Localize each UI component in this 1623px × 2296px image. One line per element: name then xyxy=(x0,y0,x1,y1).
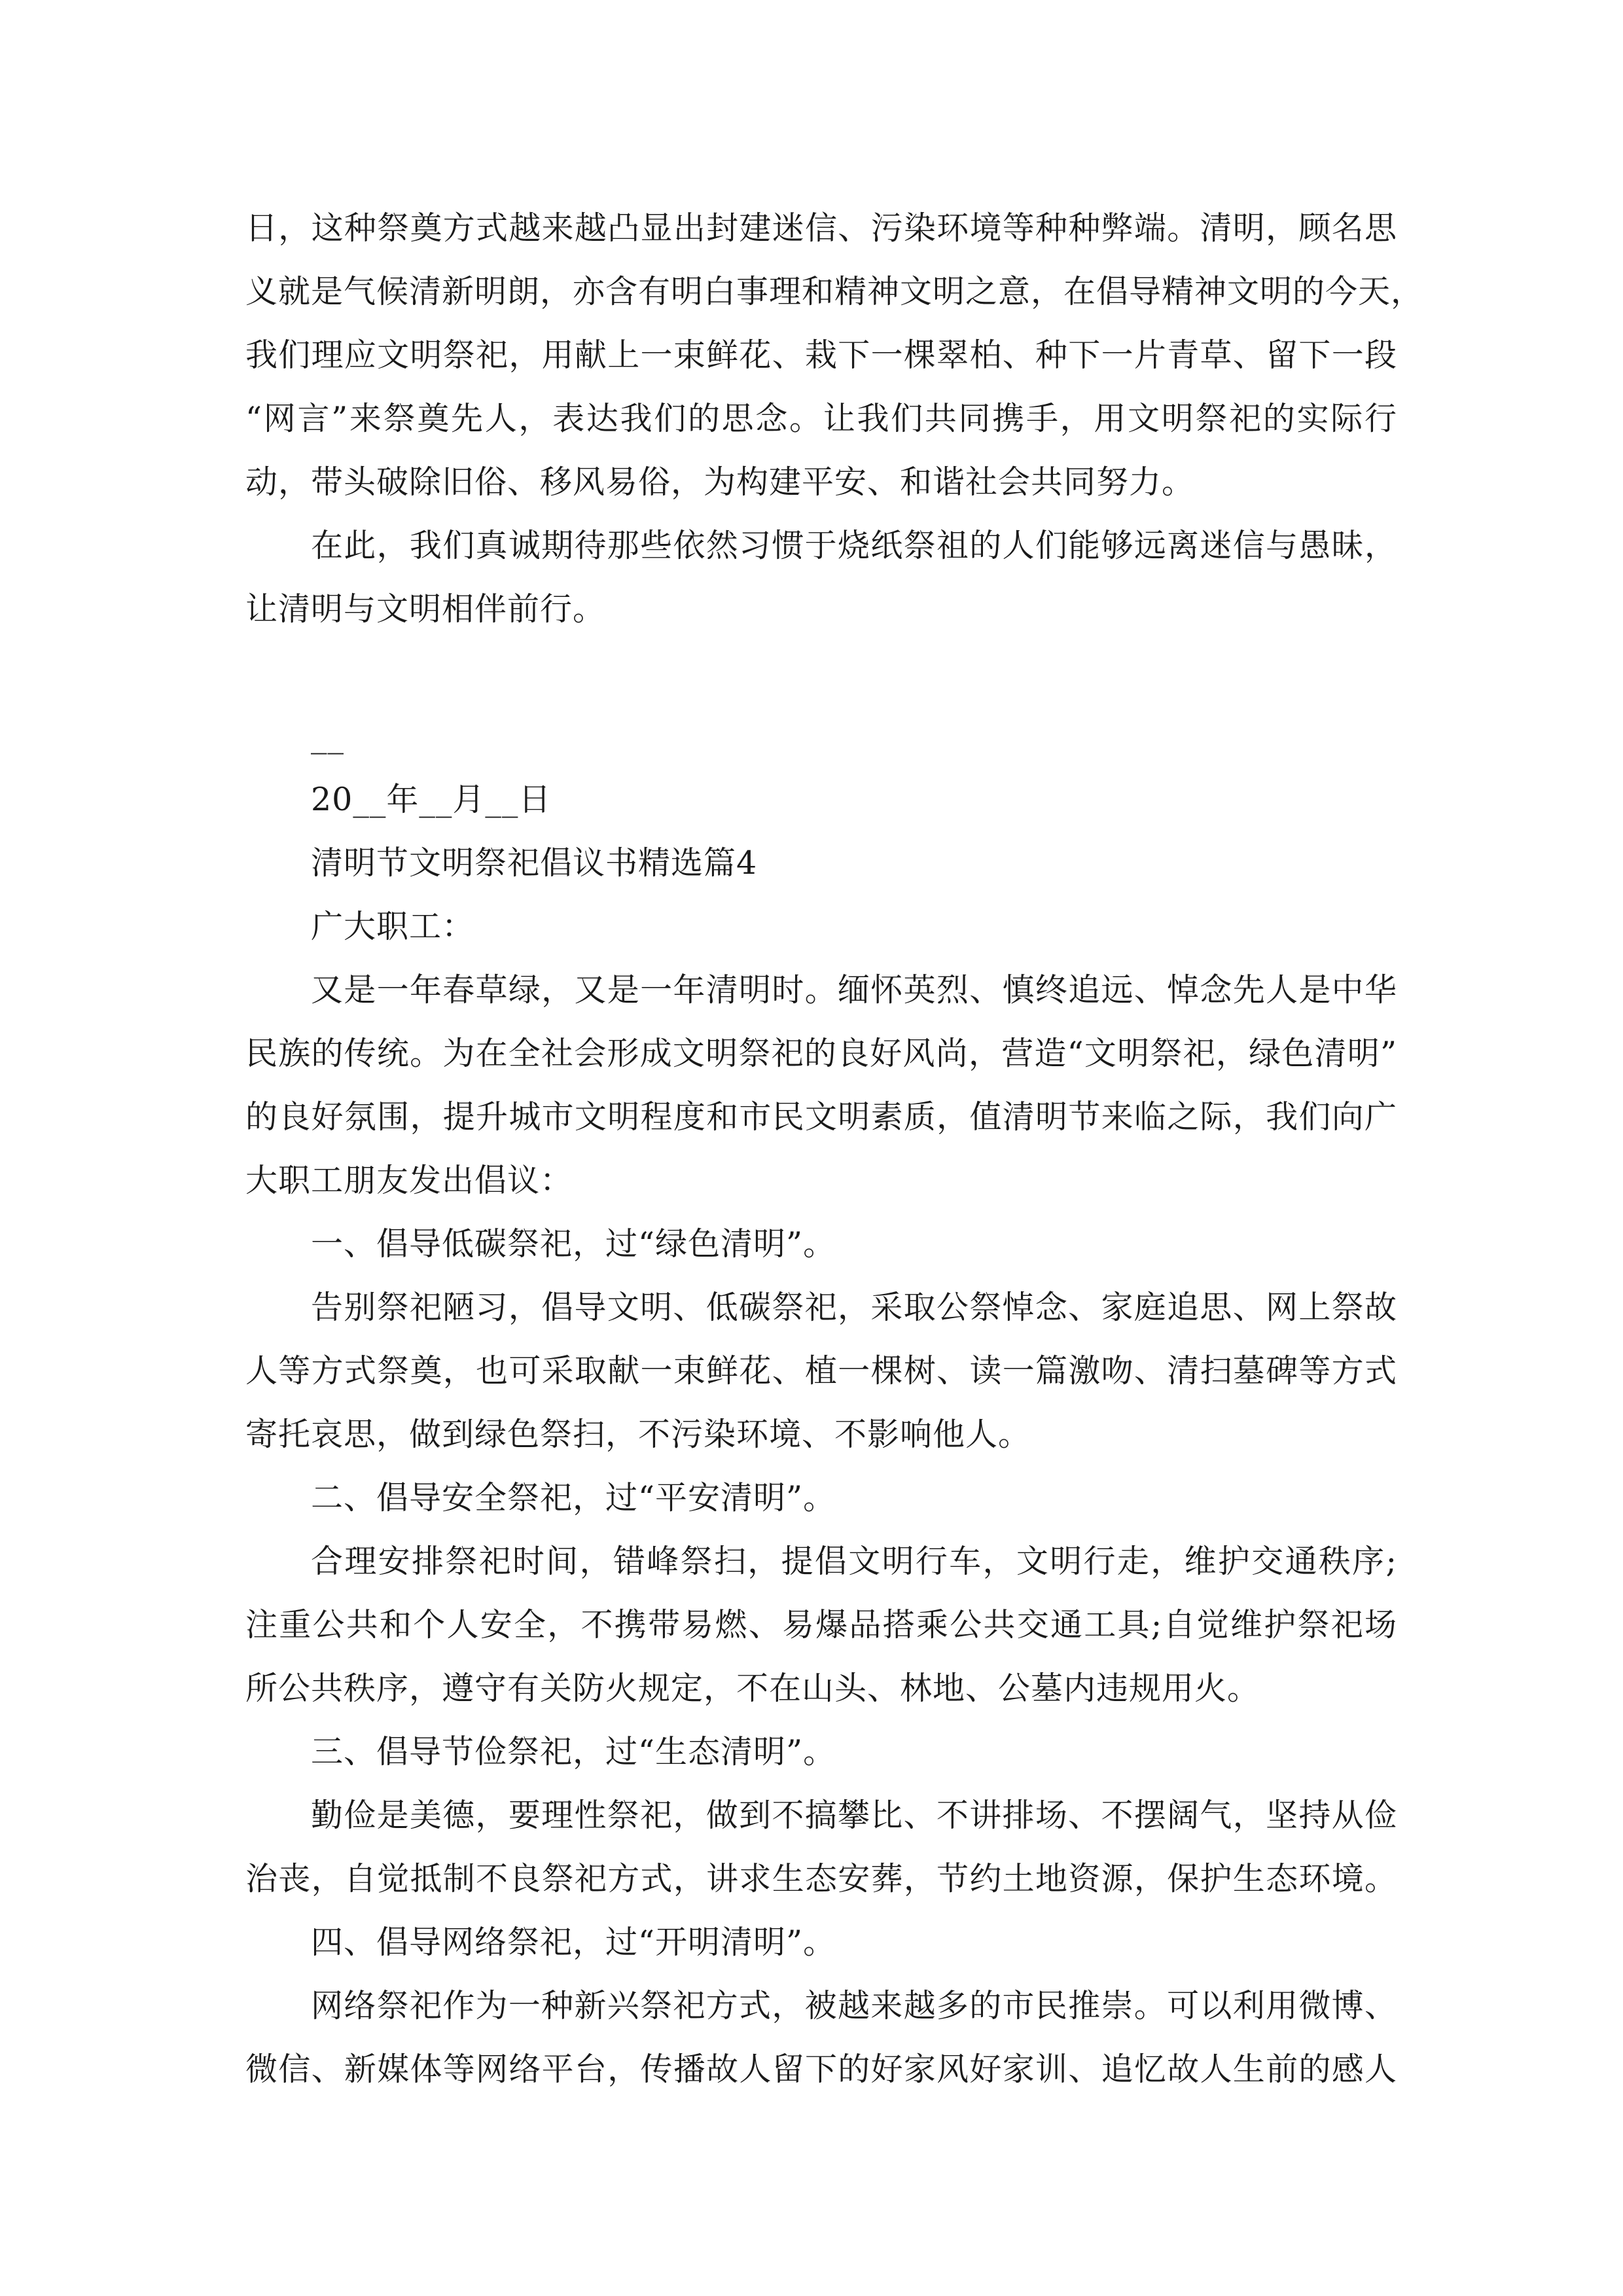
paragraph-line: 治丧，自觉抵制不良祭祀方式，讲求生态安葬，节约土地资源，保护生态环境。 xyxy=(245,1860,1397,1897)
date-line: 20__年__月__日 xyxy=(311,781,552,818)
paragraph-line: “网言”来祭奠先人，表达我们的思念。让我们共同携手，用文明祭祀的实际行 xyxy=(245,400,1397,437)
paragraph-line: 的良好氛围，提升城市文明程度和市民文明素质，值清明节来临之际，我们向广 xyxy=(245,1098,1397,1136)
proposal-heading: 四、倡导网络祭祀，过“开明清明”。 xyxy=(311,1924,836,1961)
salutation: 广大职工： xyxy=(311,908,475,945)
paragraph-line: 所公共秩序，遵守有关防火规定，不在山头、林地、公墓内违规用火。 xyxy=(245,1670,1260,1707)
paragraph-line: 寄托哀思，做到绿色祭扫，不污染环境、不影响他人。 xyxy=(245,1416,1031,1453)
paragraph-line: 日，这种祭奠方式越来越凸显出封建迷信、污染环境等种种弊端。清明，顾名思 xyxy=(245,209,1397,247)
paragraph-line: 微信、新媒体等网络平台，传播故人留下的好家风好家训、追忆故人生前的感人 xyxy=(245,2051,1397,2088)
paragraph-line: 合理安排祭祀时间，错峰祭扫，提倡文明行车，文明行走，维护交通秩序; xyxy=(311,1543,1397,1580)
paragraph-line: 勤俭是美德，要理性祭祀，做到不搞攀比、不讲排场、不摆阔气，坚持从俭 xyxy=(311,1797,1397,1834)
paragraph-line: 我们理应文明祭祀，用献上一束鲜花、栽下一棵翠柏、种下一片青草、留下一段 xyxy=(245,336,1397,374)
paragraph-line: 人等方式祭奠，也可采取献一束鲜花、植一棵树、读一篇激吻、清扫墓碑等方式 xyxy=(245,1352,1397,1390)
blank-line xyxy=(245,641,1397,704)
document-body xyxy=(245,196,1424,2101)
paragraph-line: 民族的传统。为在全社会形成文明祭祀的良好风尚，营造“文明祭祀，绿色清明” xyxy=(245,1035,1397,1072)
proposal-heading: 二、倡导安全祭祀，过“平安清明”。 xyxy=(311,1479,836,1516)
section-title: 清明节文明祭祀倡议书精选篇4 xyxy=(311,844,758,882)
paragraph-line: 注重公共和个人安全，不携带易燃、易爆品搭乘公共交通工具;自觉维护祭祀场 xyxy=(245,1606,1397,1643)
paragraph-line: 在此，我们真诚期待那些依然习惯于烧纸祭祖的人们能够远离迷信与愚昧， xyxy=(311,527,1397,564)
paragraph-line: 大职工朋友发出倡议： xyxy=(245,1162,573,1199)
paragraph-line: 网络祭祀作为一种新兴祭祀方式，被越来越多的市民推崇。可以利用微博、 xyxy=(311,1987,1397,2024)
proposal-heading: 一、倡导低碳祭祀，过“绿色清明”。 xyxy=(311,1225,836,1263)
signature-line: __ xyxy=(311,717,344,755)
paragraph-line: 告别祭祀陋习，倡导文明、低碳祭祀，采取公祭悼念、家庭追思、网上祭故 xyxy=(311,1289,1397,1326)
paragraph-line: 又是一年春草绿，又是一年清明时。缅怀英烈、慎终追远、悼念先人是中华 xyxy=(311,971,1397,1009)
paragraph-line: 动，带头破除旧俗、移风易俗，为构建平安、和谐社会共同努力。 xyxy=(245,463,1195,501)
paragraph-line: 让清明与文明相伴前行。 xyxy=(245,590,606,628)
proposal-heading: 三、倡导节俭祭祀，过“生态清明”。 xyxy=(311,1733,836,1770)
paragraph-line: 义就是气候清新明朗，亦含有明白事理和精神文明之意，在倡导精神文明的今天， xyxy=(245,273,1424,310)
